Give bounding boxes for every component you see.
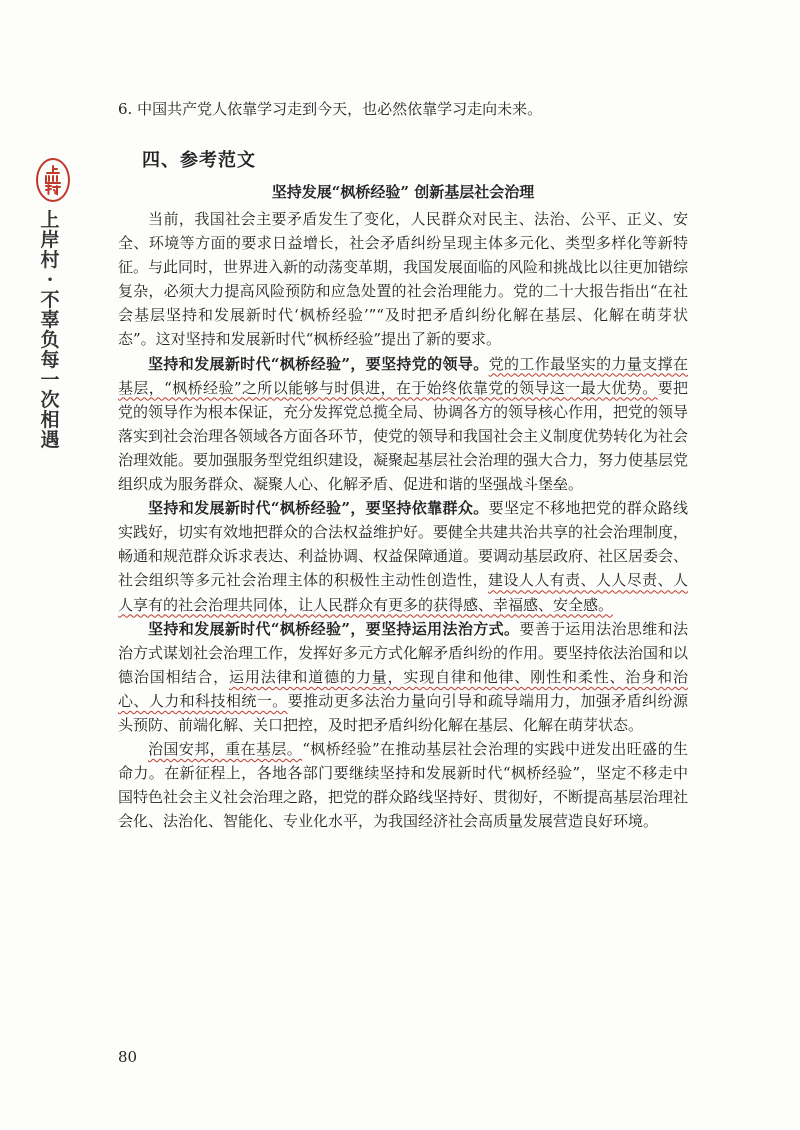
logo-seal-icon (41, 163, 65, 197)
paragraph-lead-sentence: 坚持和发展新时代“枫桥经验”，要坚持运用法治方式。 (148, 619, 520, 638)
paragraph-lead-sentence: 坚持和发展新时代“枫桥经验”，要坚持党的领导。 (148, 354, 489, 373)
paragraph-lead-sentence: 坚持和发展新时代“枫桥经验”，要坚持依靠群众。 (148, 499, 489, 518)
underlined-quote: 党的工作最坚实的力量支撑在基层，“枫桥经验”之所以能够与时俱进，在于始终依靠党的领导这一最大优势。 (118, 354, 688, 397)
paragraph-text: 要善于运用法治思维和法治方式谋划社会治理工作，发挥好多元方式化解矛盾纠纷的作用。要坚持依法治国和以德治国相结合， (118, 619, 689, 686)
essay-body (118, 207, 688, 833)
underlined-quote: 运用法律和道德的力量，实现自律和他律、刚性和柔性、治身和治心、人力和科技相统一。 (118, 667, 688, 710)
sidebar-slogan: 上岸村·不辜负每一次相遇 (40, 209, 60, 451)
section-heading: 四、参考范文 (142, 150, 256, 171)
intro-text: 当前，我国社会主要矛盾发生了变化，人民群众对民主、法治、公平、正义、安全、环境等方面的要求日益增长，社会矛盾纠纷呈现主体多元化、类型多样化等新特征。与此同时，世界进入新的动荡变革期，我国发展面临的风险和挑战比以往更加错综复杂，必须大力提高风险预防和应急处置的社会治理能力。党的二十大报告指出“在社会基层坚持和发展新时代‘枫桥经验’”“及时把矛盾纠纷化解在基层、化解在萌芽状态”。这对坚持和发展新时代“枫桥经验”提出了新的要求。 (118, 210, 689, 349)
paragraph-text: 要把党的领导作为根本保证，充分发挥党总揽全局、协调各方的领导核心作用，把党的领导落实到社会治理各领域各方面各环节，使党的领导和我国社会主义制度优势转化为社会治理效能。要加强服务型党组织建设，凝聚起基层社会治理的强大合力，努力使基层党组织成为服务群众、凝聚人心、化解矛盾、促进和谐的坚强战斗堡垒。 (118, 378, 689, 494)
essay-paragraph-intro (118, 207, 688, 352)
essay-paragraph-rely-on-masses (118, 496, 688, 616)
paragraph-text: 要坚定不移地把党的群众路线实践好，切实有效地把群众的合法权益维护好。要健全共建共治共享的社会治理制度，畅通和规范群众诉求表达、利益协调、权益保障通道。要调动基层政府、社区居委会、社会组织等多元社会治理主体的积极性主动性创造性， (118, 499, 689, 590)
essay-paragraph-rule-of-law (118, 617, 688, 737)
underlined-quote: 治国安邦，重在基层。 (148, 740, 303, 759)
list-item-6: 6. 中国共产党人依靠学习走到今天，也必然依靠学习走向未来。 (118, 100, 543, 118)
essay-paragraph-conclusion (118, 737, 688, 833)
essay-paragraph-party-leadership (118, 352, 688, 497)
logo-seal (36, 158, 70, 202)
paragraph-text-cont: 要推动更多法治力量向引导和疏导端用力，加强矛盾纠纷源头预防、前端化解、关口把控，及时把矛盾纠纷化解在基层、化解在萌芽状态。 (118, 691, 688, 734)
paragraph-text: “枫桥经验”在推动基层社会治理的实践中迸发出旺盛的生命力。在新征程上，各地各部门要继续坚持和发展新时代“枫桥经验”，坚定不移走中国特色社会主义社会治理之路，把党的群众路线坚持好、贯彻好，不断提高基层治理社会化、法治化、智能化、专业化水平，为我国经济社会高质量发展营造良好环境。 (118, 740, 689, 831)
essay-title: 坚持发展“枫桥经验” 创新基层社会治理 (271, 183, 535, 201)
underlined-quote: 建设人人有责、人人尽责、人人享有的社会治理共同体，让人民群众有更多的获得感、幸福感、安全感。 (118, 571, 688, 614)
page-number: 80 (118, 1048, 138, 1066)
